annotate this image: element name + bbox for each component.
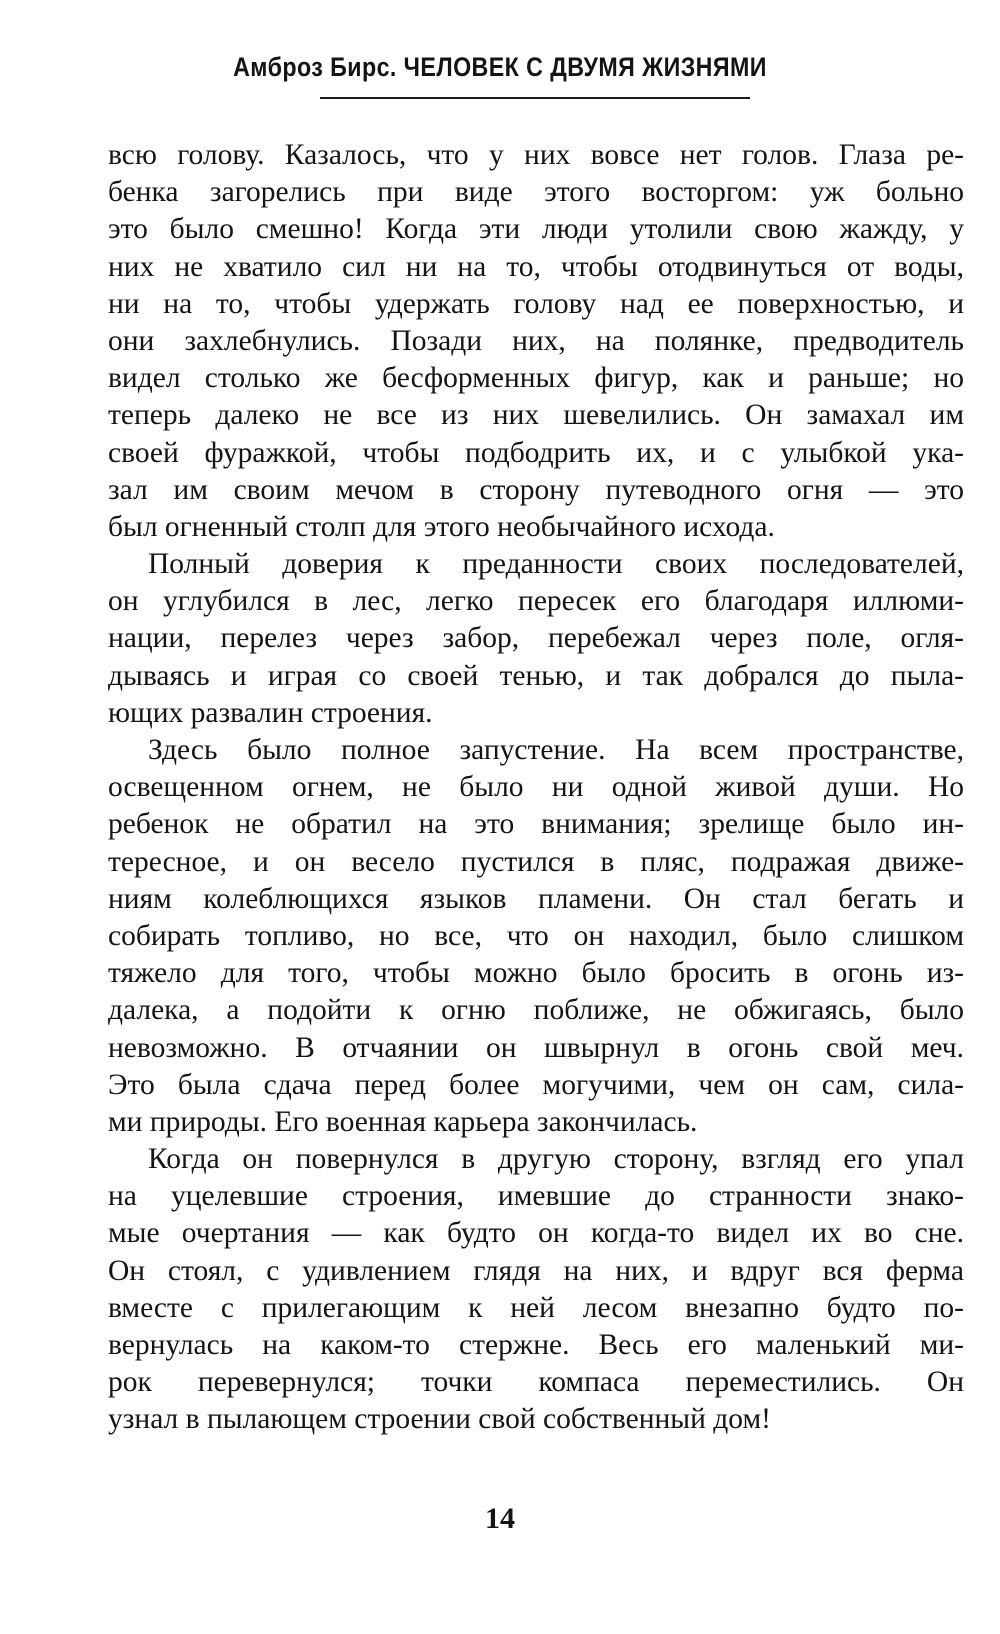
paragraph	[108, 1141, 964, 1439]
text-line: зал им своим мечом в сторону путеводного огня — это	[108, 473, 964, 506]
paragraph	[108, 546, 964, 732]
text-line: бенка загорелись при виде этого восторгом: уж больно	[108, 176, 964, 209]
header-rule	[320, 97, 750, 99]
text-line: узнал в пылающем строении свой собственный дом!	[108, 1403, 771, 1436]
text-line: тяжело для того, чтобы можно было бросить в огонь из-	[108, 957, 964, 990]
text-line: освещенном огнем, не было ни одной живой души. Но	[108, 771, 964, 804]
text-line: был огненный столп для этого необычайного исхода.	[108, 510, 775, 543]
text-line: невозможно. В отчаянии он швырнул в огонь свой меч.	[108, 1031, 964, 1064]
paragraph	[108, 732, 964, 1141]
text-line: Когда он повернулся в другую сторону, взгляд его упал	[148, 1143, 964, 1176]
text-line: всю голову. Казалось, что у них вовсе нет голов. Глаза ре-	[108, 139, 964, 171]
text-line: вернулась на каком-то стержне. Весь его маленький ми-	[108, 1329, 964, 1361]
text-line: теперь далеко не все из них шевелились. Он замахал им	[108, 399, 964, 432]
text-line: он углубился в лес, легко пересек его благодаря иллюми-	[108, 585, 964, 618]
text-line: на уцелевшие строения, имевшие до странности знако-	[108, 1180, 964, 1213]
text-line: ребенок не обратил на это внимания; зрелище было ин-	[108, 808, 964, 841]
text-line: нации, перелез через забор, перебежал через поле, огля-	[108, 622, 964, 655]
text-line: ми природы. Его военная карьера закончилась.	[108, 1105, 698, 1138]
text-line: Здесь было полное запустение. На всем пространстве,	[148, 734, 964, 766]
text-line: тересное, и он весело пустился в пляс, подражая движе-	[108, 845, 964, 878]
text-line: рок перевернулся; точки компаса переместились. Он	[108, 1366, 964, 1399]
text-line: своей фуражкой, чтобы подбодрить их, и с улыбкой ука-	[108, 436, 964, 469]
paragraph	[108, 137, 964, 546]
text-line: собирать топливо, но все, что он находил, было слишком	[108, 919, 964, 952]
text-line: ниям колеблющихся языков пламени. Он стал бегать и	[108, 882, 964, 915]
text-line: Полный доверия к преданности своих последователей,	[148, 548, 964, 581]
text-line: Он стоял, с удивлением глядя на них, и вдруг вся ферма	[108, 1254, 964, 1287]
text-line: мые очертания — как будто он когда-то видел их во сне.	[108, 1217, 964, 1250]
running-head: Амброз Бирс. ЧЕЛОВЕК С ДВУМЯ ЖИЗНЯМИ	[233, 52, 767, 82]
page-number: 14	[485, 1502, 515, 1535]
text-line: Это была сдача перед более могучими, чем он сам, сила-	[108, 1068, 964, 1101]
text-line: вместе с прилегающим к ней лесом внезапно будто по-	[108, 1291, 964, 1324]
text-line: ни на то, чтобы удержать голову над ее поверхностью, и	[108, 287, 964, 320]
text-line: них не хватило сил ни на то, чтобы отодвинуться от воды,	[108, 250, 964, 283]
text-line: они захлебнулись. Позади них, на полянке, предводитель	[108, 324, 964, 357]
text-line: дываясь и играя со своей тенью, и так добрался до пыла-	[108, 659, 964, 692]
text-line: ющих развалин строения.	[108, 696, 433, 729]
text-line: это было смешно! Когда эти люди утолили свою жажду, у	[108, 213, 964, 246]
text-line: далека, а подойти к огню поближе, не обжигаясь, было	[108, 994, 964, 1027]
text-line: видел столько же бесформенных фигур, как и раньше; но	[108, 362, 964, 395]
body-text	[108, 137, 964, 1439]
